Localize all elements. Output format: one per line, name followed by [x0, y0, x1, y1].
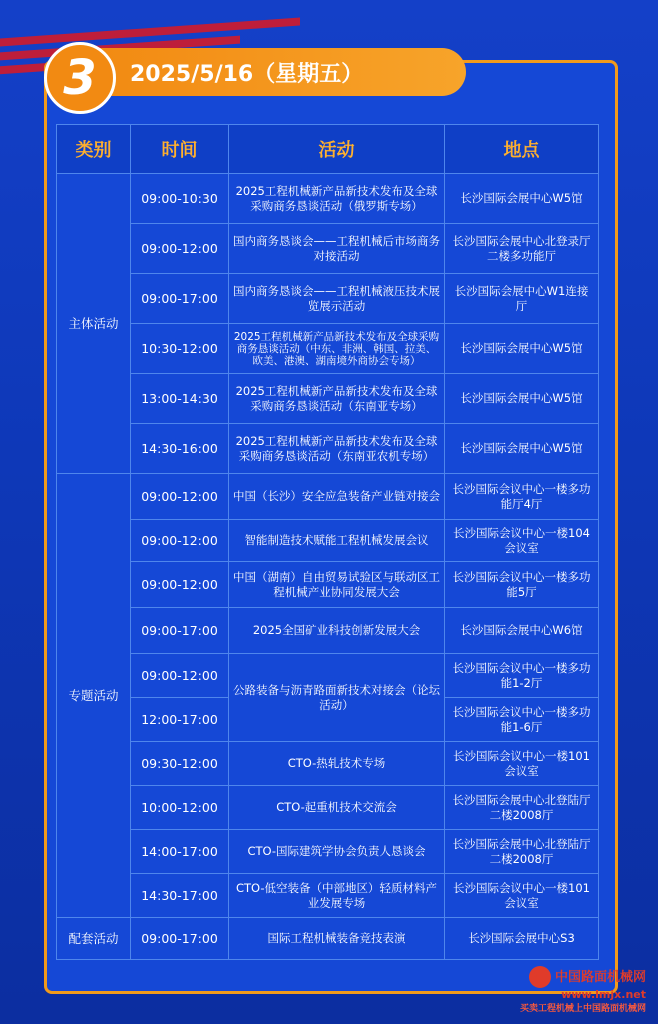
venue-cell: 长沙国际会展中心W5馆	[445, 174, 599, 224]
time-cell: 09:00-12:00	[131, 474, 229, 520]
venue-cell: 长沙国际会议中心一楼101会议室	[445, 874, 599, 918]
table-row	[57, 474, 599, 520]
activity-cell: 公路装备与沥青路面新技术对接会（论坛活动）	[229, 654, 445, 742]
table-row	[57, 874, 599, 918]
time-cell: 09:00-10:30	[131, 174, 229, 224]
header-activity: 活动	[229, 125, 445, 174]
time-cell: 14:00-17:00	[131, 830, 229, 874]
table-row	[57, 918, 599, 960]
watermark-name: 中国路面机械网	[554, 969, 646, 985]
time-cell: 09:00-17:00	[131, 918, 229, 960]
activity-cell: 中国（长沙）安全应急装备产业链对接会	[229, 474, 445, 520]
venue-cell: 长沙国际会展中心W1连接厅	[445, 274, 599, 324]
time-cell: 10:30-12:00	[131, 324, 229, 374]
section-number-badge	[44, 42, 116, 114]
time-cell: 09:00-17:00	[131, 274, 229, 324]
table-row	[57, 274, 599, 324]
venue-cell: 长沙国际会议中心一楼多功能1-6厅	[445, 698, 599, 742]
time-cell: 12:00-17:00	[131, 698, 229, 742]
section-number: 3	[63, 50, 97, 106]
date-title: 2025/5/16（星期五）	[130, 61, 364, 87]
table-row	[57, 174, 599, 224]
venue-cell: 长沙国际会展中心W5馆	[445, 324, 599, 374]
header-venue: 地点	[445, 125, 599, 174]
activity-cell: CTO-国际建筑学协会负责人恳谈会	[229, 830, 445, 874]
venue-cell: 长沙国际会展中心W5馆	[445, 424, 599, 474]
activity-cell: 国际工程机械装备竞技表演	[229, 918, 445, 960]
header-category: 类别	[57, 125, 131, 174]
venue-cell: 长沙国际会展中心W5馆	[445, 374, 599, 424]
activity-cell: 2025工程机械新产品新技术发布及全球采购商务恳谈活动（东南亚专场）	[229, 374, 445, 424]
category-special: 专题活动	[57, 474, 131, 918]
category-support: 配套活动	[57, 918, 131, 960]
activity-cell: CTO-低空装备（中部地区）轻质材料产业发展专场	[229, 874, 445, 918]
activity-cell: 智能制造技术赋能工程机械发展会议	[229, 520, 445, 562]
activity-cell: 国内商务恳谈会——工程机械后市场商务对接活动	[229, 224, 445, 274]
time-cell: 09:00-17:00	[131, 608, 229, 654]
venue-cell: 长沙国际会展中心北登陆厅二楼2008厅	[445, 830, 599, 874]
table-row	[57, 562, 599, 608]
time-cell: 09:00-12:00	[131, 654, 229, 698]
activity-cell: 中国（湖南）自由贸易试验区与联动区工程机械产业协同发展大会	[229, 562, 445, 608]
venue-cell: 长沙国际会议中心一楼104会议室	[445, 520, 599, 562]
table-row	[57, 654, 599, 698]
time-cell: 09:30-12:00	[131, 742, 229, 786]
table-row	[57, 224, 599, 274]
site-watermark	[520, 966, 646, 1015]
activity-cell: 2025工程机械新产品新技术发布及全球采购商务恳谈活动（东南亚农机专场）	[229, 424, 445, 474]
time-cell: 10:00-12:00	[131, 786, 229, 830]
venue-cell: 长沙国际会议中心一楼101会议室	[445, 742, 599, 786]
venue-cell: 长沙国际会议中心一楼多功能厅4厅	[445, 474, 599, 520]
site-logo-icon	[529, 966, 551, 988]
venue-cell: 长沙国际会展中心北登陆厅二楼2008厅	[445, 786, 599, 830]
category-main: 主体活动	[57, 174, 131, 474]
time-cell: 13:00-14:30	[131, 374, 229, 424]
activity-cell: CTO-热轧技术专场	[229, 742, 445, 786]
watermark-tagline: 买卖工程机械上中国路面机械网	[519, 1004, 646, 1014]
activity-cell: CTO-起重机技术交流会	[229, 786, 445, 830]
activity-cell: 2025工程机械新产品新技术发布及全球采购商务恳谈活动（中东、非洲、韩国、拉美、欧美、港澳、湖南境外商协会专场）	[229, 324, 445, 374]
table-row	[57, 742, 599, 786]
venue-cell: 长沙国际会展中心S3	[445, 918, 599, 960]
table-row	[57, 424, 599, 474]
time-cell: 14:30-16:00	[131, 424, 229, 474]
time-cell: 09:00-12:00	[131, 224, 229, 274]
venue-cell: 长沙国际会议中心一楼多功能1-2厅	[445, 654, 599, 698]
watermark-url: www.lmjx.net	[561, 988, 646, 1001]
table-row	[57, 786, 599, 830]
table-row	[57, 608, 599, 654]
activity-cell: 2025工程机械新产品新技术发布及全球采购商务恳谈活动（俄罗斯专场）	[229, 174, 445, 224]
header-time: 时间	[131, 125, 229, 174]
time-cell: 09:00-12:00	[131, 562, 229, 608]
time-cell: 14:30-17:00	[131, 874, 229, 918]
schedule-table	[56, 124, 599, 960]
venue-cell: 长沙国际会展中心W6馆	[445, 608, 599, 654]
time-cell: 09:00-12:00	[131, 520, 229, 562]
date-banner	[92, 48, 466, 96]
table-row	[57, 374, 599, 424]
table-row	[57, 830, 599, 874]
venue-cell: 长沙国际会展中心北登录厅二楼多功能厅	[445, 224, 599, 274]
activity-cell: 2025全国矿业科技创新发展大会	[229, 608, 445, 654]
activity-cell: 国内商务恳谈会——工程机械液压技术展览展示活动	[229, 274, 445, 324]
venue-cell: 长沙国际会议中心一楼多功能5厅	[445, 562, 599, 608]
table-header-row	[57, 125, 599, 174]
table-row	[57, 520, 599, 562]
table-row	[57, 324, 599, 374]
